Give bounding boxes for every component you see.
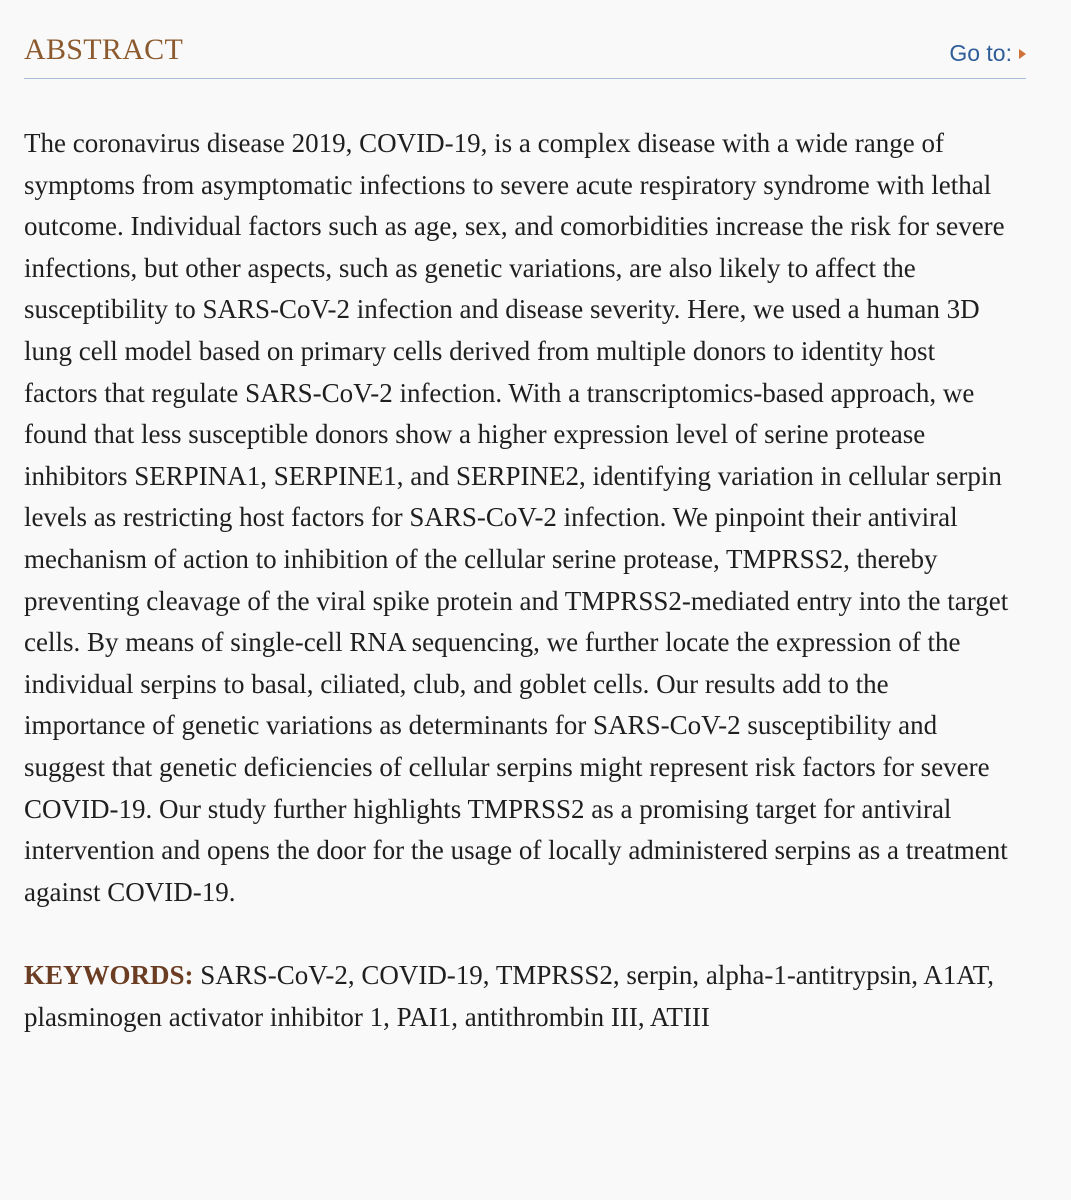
goto-label[interactable]: Go to: <box>949 40 1012 66</box>
keywords-list: SARS-CoV-2, COVID-19, TMPRSS2, serpin, alpha-1-antitrypsin, A1AT, plasminogen activator inhibitor 1, PAI1, antithrombin III, ATIII <box>24 960 995 1032</box>
keywords-paragraph <box>24 955 1014 1038</box>
section-title: ABSTRACT <box>24 33 184 66</box>
keywords-label: KEYWORDS: <box>24 960 194 991</box>
section-header <box>24 0 1026 79</box>
goto-link[interactable] <box>949 40 1026 67</box>
abstract-text: The coronavirus disease 2019, COVID-19, is a complex disease with a wide range of symptoms from asymptomatic infections to severe acute respiratory syndrome with lethal outcome. Individual factors such as age, sex, and comorbidities increase the risk for severe infections, but other aspects, such as genetic variations, are also likely to affect the susceptibility to SARS-CoV-2 infection and disease severity. Here, we used a human 3D lung cell model based on primary cells derived from multiple donors to identity host factors that regulate SARS-CoV-2 infection. With a transcriptomics-based approach, we found that less susceptible donors show a higher expression level of serine protease inhibitors SERPINA1, SERPINE1, and SERPINE2, identifying variation in cellular serpin levels as restricting host factors for SARS-CoV-2 infection. We pinpoint their antiviral mechanism of action to inhibition of the cellular serine protease, TMPRSS2, thereby preventing cleavage of the viral spike protein and TMPRSS2-mediated entry into the target cells. By means of single-cell RNA sequencing, we further locate the expression of the individual serpins to basal, ciliated, club, and goblet cells. Our results add to the importance of genetic variations as determinants for SARS-CoV-2 susceptibility and suggest that genetic deficiencies of cellular serpins might represent risk factors for severe COVID-19. Our study further highlights TMPRSS2 as a promising target for antiviral intervention and opens the door for the usage of locally administered serpins as a treatment against COVID-19. <box>24 128 1009 907</box>
triangle-right-icon[interactable] <box>1019 49 1026 59</box>
